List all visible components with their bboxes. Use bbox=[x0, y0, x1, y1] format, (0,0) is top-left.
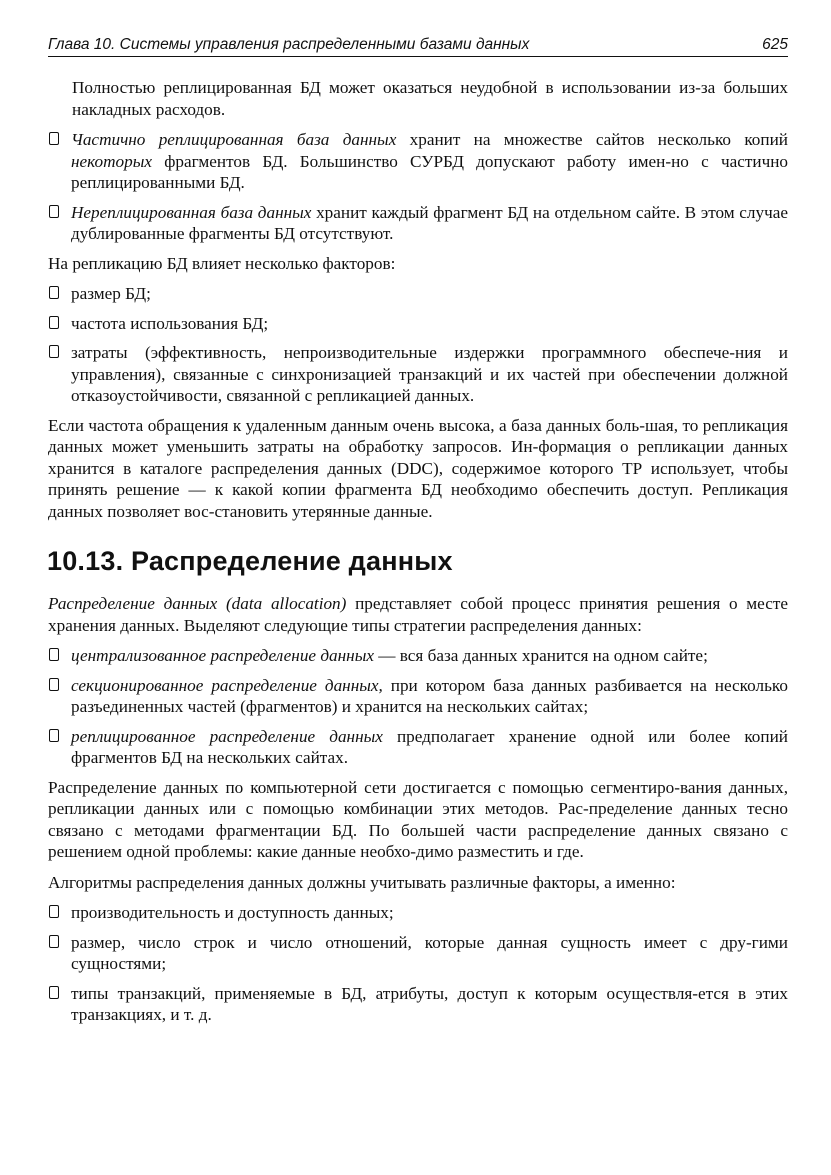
checkbox-bullet-icon bbox=[49, 678, 59, 691]
checkbox-bullet-icon bbox=[49, 132, 59, 145]
list-item: затраты (эффективность, непроизводительные издержки программного обеспече-ния и управления), связанные с синхронизацией транзакций и их частей при обеспечении должной отказоустойчивости, связанной с репликацией данных. bbox=[48, 342, 788, 407]
page-number: 625 bbox=[762, 36, 788, 53]
checkbox-bullet-icon bbox=[49, 648, 59, 661]
checkbox-bullet-icon bbox=[49, 905, 59, 918]
list-item: частота использования БД; bbox=[48, 313, 788, 335]
checkbox-bullet-icon bbox=[49, 205, 59, 218]
allocation-intro: Распределение данных (data allocation) представляет собой процесс принятия решения о месте хранения данных. Выделяют следующие типы стратегии распределения данных: bbox=[48, 594, 788, 635]
intro-continuation: Полностью реплицированная БД может оказаться неудобной в использовании из-за больших накладных расходов. bbox=[72, 78, 788, 119]
list-item: Нереплицированная база данных хранит каждый фрагмент БД на отдельном сайте. В этом случае дублированные фрагменты БД отсутствуют. bbox=[48, 202, 788, 245]
term: Нереплицированная база данных bbox=[71, 202, 312, 222]
factors-list bbox=[48, 283, 788, 407]
list-item: типы транзакций, применяемые в БД, атрибуты, доступ к которым осуществля-ется в этих транзакциях, и т. д. bbox=[48, 983, 788, 1026]
term: Распределение данных (data allocation) bbox=[48, 594, 347, 613]
strategies-list bbox=[48, 645, 788, 769]
checkbox-bullet-icon bbox=[49, 286, 59, 299]
algorithm-factors-list bbox=[48, 902, 788, 1026]
list-item: размер, число строк и число отношений, которые данная сущность имеет с дру-гими сущностями; bbox=[48, 932, 788, 975]
list-item: производительность и доступность данных; bbox=[48, 902, 788, 924]
checkbox-bullet-icon bbox=[49, 986, 59, 999]
list-item: централизованное распределение данных — вся база данных хранится на одном сайте; bbox=[48, 645, 788, 667]
factors-intro: На репликацию БД влияет несколько факторов: bbox=[48, 253, 396, 273]
list-item: размер БД; bbox=[48, 283, 788, 305]
term: Частично реплицированная база данных bbox=[71, 130, 397, 149]
page bbox=[48, 36, 788, 1034]
checkbox-bullet-icon bbox=[49, 935, 59, 948]
checkbox-bullet-icon bbox=[49, 316, 59, 329]
replication-types-list bbox=[48, 129, 788, 245]
paragraph-network: Распределение данных по компьютерной сети достигается с помощью сегментиро-вания данных, репликации данных или с помощью комбинации этих методов. Рас-пределение данных тесно связано с методами фрагментации БД. По большей части распределение данных связано с решением одной проблемы: какие данные необхо-димо разместить и где. bbox=[48, 777, 788, 861]
running-head bbox=[48, 36, 788, 57]
checkbox-bullet-icon bbox=[49, 345, 59, 358]
paragraph-frequency: Если частота обращения к удаленным данным очень высока, а база данных боль-шая, то репликация данных может уменьшить затраты на обработку запросов. Ин-формация о репликации данных хранится в каталоге распределения данных (DDC), содержимое которого ТР использует, чтобы принять решение — к какой копии фрагмента БД необходимо обеспечить доступ. Репликация данных позволяет вос-становить утерянные данные. bbox=[48, 415, 788, 521]
section-heading: 10.13. Распределение данных bbox=[47, 546, 453, 576]
list-item: секционированное распределение данных, при котором база данных разбивается на несколько разъединенных частей (фрагментов) и хранится на нескольких сайтах; bbox=[48, 675, 788, 718]
chapter-title: Глава 10. Системы управления распределенными базами данных bbox=[48, 36, 530, 53]
list-item: реплицированное распределение данных предполагает хранение одной или более копий фрагментов БД на нескольких сайтах. bbox=[48, 726, 788, 769]
list-item: Частично реплицированная база данных хранит на множестве сайтов несколько копий некоторых фрагментов БД. Большинство СУРБД допускают работу имен-но с частично реплицированными БД. bbox=[48, 129, 788, 194]
algorithms-intro: Алгоритмы распределения данных должны учитывать различные факторы, а именно: bbox=[48, 872, 676, 892]
checkbox-bullet-icon bbox=[49, 729, 59, 742]
